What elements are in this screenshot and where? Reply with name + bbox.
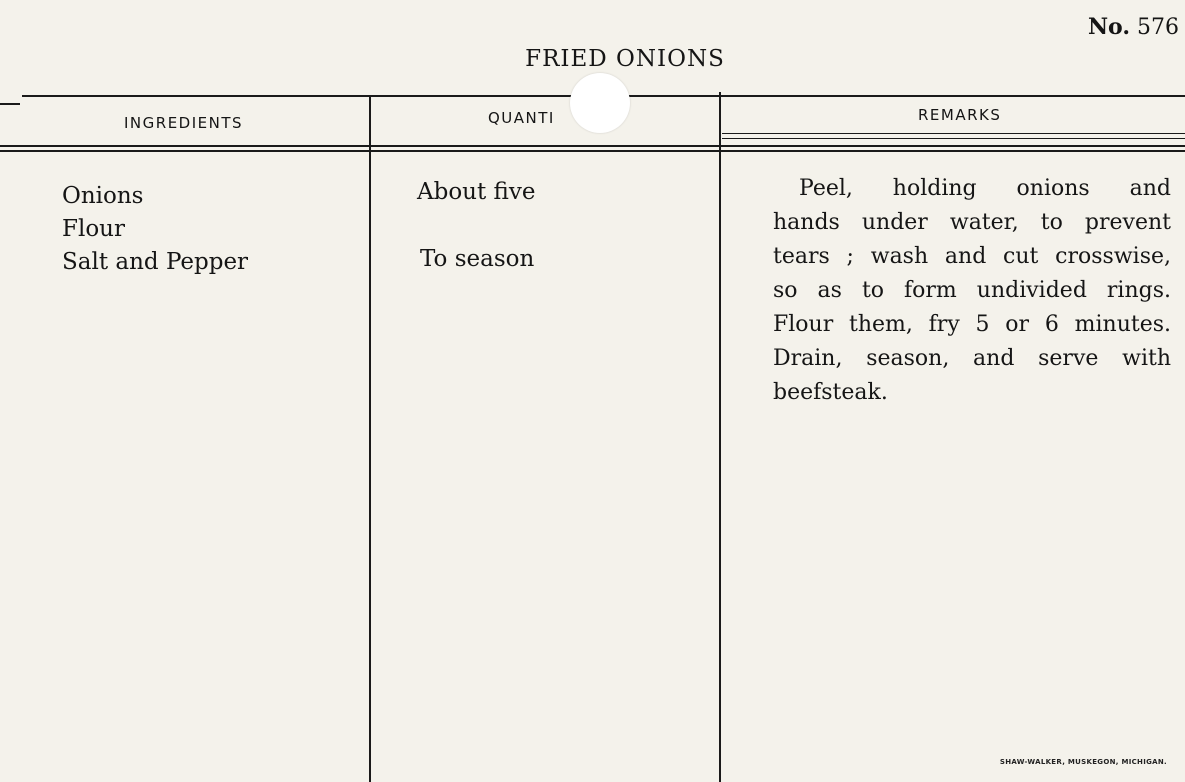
quantity-item: About five bbox=[417, 179, 536, 205]
left-margin-tick-top bbox=[0, 103, 20, 105]
remarks-line: tears ; wash and cut crosswise, bbox=[773, 244, 1171, 269]
card-number-value: 576 bbox=[1137, 15, 1179, 40]
remarks-line: hands under water, to prevent bbox=[773, 210, 1171, 235]
remarks-line: beefsteak. bbox=[773, 380, 888, 405]
remarks-header: REMARKS bbox=[918, 106, 1002, 124]
ingredient-item: Flour bbox=[62, 216, 125, 242]
printer-imprint: SHAW-WALKER, MUSKEGON, MICHIGAN. bbox=[999, 758, 1167, 766]
remarks-line: so as to form undivided rings. bbox=[773, 278, 1171, 303]
remarks-header-rule-2 bbox=[722, 138, 1185, 139]
card-number bbox=[1088, 14, 1179, 40]
column-divider-1 bbox=[369, 95, 371, 782]
ingredients-header: INGREDIENTS bbox=[124, 114, 244, 132]
column-divider-2 bbox=[719, 92, 721, 782]
quantity-header: QUANTI bbox=[488, 109, 555, 127]
remarks-header-rule bbox=[722, 133, 1185, 134]
quantity-item: To season bbox=[420, 246, 535, 272]
ingredient-item: Salt and Pepper bbox=[62, 249, 249, 275]
card-title: FRIED ONIONS bbox=[525, 46, 725, 72]
header-bottom-rule-1 bbox=[0, 145, 1185, 147]
ingredient-item: Onions bbox=[62, 183, 144, 209]
remarks-text bbox=[773, 172, 1171, 410]
remarks-line: Flour them, fry 5 or 6 minutes. bbox=[773, 312, 1171, 337]
punch-hole bbox=[570, 73, 630, 133]
remarks-line: Drain, season, and serve with bbox=[773, 346, 1171, 371]
card-number-prefix: No. bbox=[1087, 14, 1130, 40]
remarks-line: Peel, holding onions and bbox=[799, 176, 1171, 201]
header-bottom-rule-2 bbox=[0, 150, 1185, 152]
